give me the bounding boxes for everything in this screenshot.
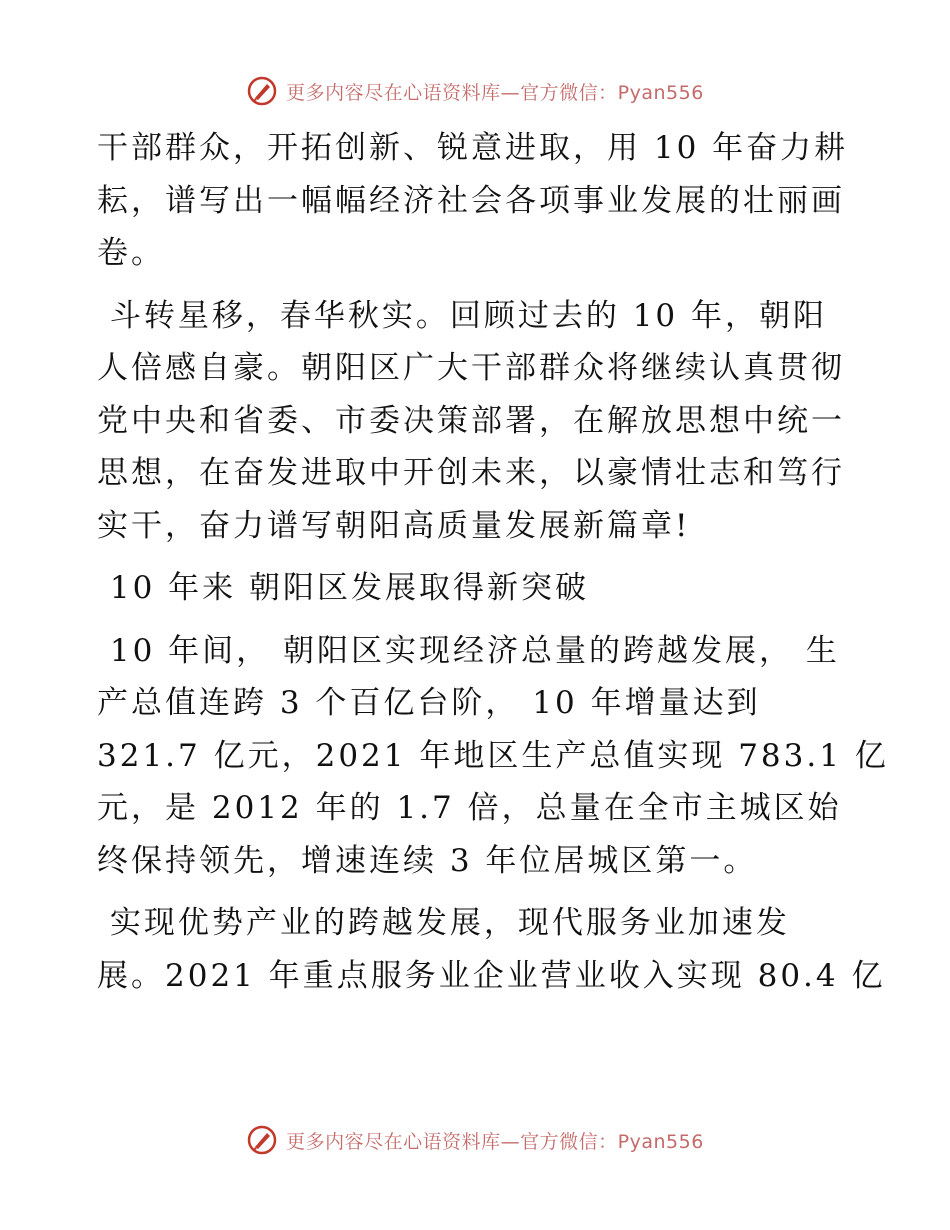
text-line: 斗转星移，春华秋实。回顾过去的 10 年，朝阳 bbox=[97, 297, 828, 334]
paragraph-4 bbox=[97, 897, 886, 1002]
paragraph-2 bbox=[97, 290, 857, 553]
document-body bbox=[97, 122, 889, 1012]
text-line: 人倍感自豪。朝阳区广大干部群众将继续认真贯彻 bbox=[97, 350, 845, 386]
text-line: 展。2021 年重点服务业企业营业收入实现 80.4 亿 bbox=[97, 957, 886, 994]
section-heading bbox=[97, 562, 857, 615]
text-line: 干部群众，开拓创新、锐意进取，用 10 年奋力耕 bbox=[97, 130, 849, 166]
text-line: 321.7 亿元，2021 年地区生产总值实现 783.1 亿 bbox=[97, 737, 889, 774]
text-line: 实干，奋力谱写朝阳高质量发展新篇章! bbox=[97, 507, 691, 544]
heading-line: 10 年来 朝阳区发展取得新突破 bbox=[97, 570, 590, 606]
text-line: 产总值连跨 3 个百亿台阶， 10 年增量达到 bbox=[97, 685, 761, 721]
text-line: 元，是 2012 年的 1.7 倍，总量在全市主城区始 bbox=[97, 790, 842, 826]
text-line: 思想，在奋发进取中开创未来，以豪情壮志和笃行 bbox=[97, 455, 845, 491]
text-line: 终保持领先，增速连续 3 年位居城区第一。 bbox=[97, 842, 758, 879]
watermark-text: 更多内容尽在心语资料库—官方微信：Pyan556 bbox=[286, 81, 704, 104]
watermark-header bbox=[0, 69, 950, 113]
text-line: 实现优势产业的跨越发展，现代服务业加速发 bbox=[97, 905, 790, 941]
watermark-footer bbox=[0, 1118, 950, 1162]
paragraph-1 bbox=[97, 122, 857, 280]
quill-pen-logo-icon bbox=[246, 75, 278, 107]
text-line: 党中央和省委、市委决策部署，在解放思想中统一 bbox=[97, 402, 845, 439]
text-line: 10 年间， 朝阳区实现经济总量的跨越发展， 生 bbox=[97, 632, 840, 669]
quill-pen-logo-icon bbox=[246, 1124, 278, 1156]
text-line: 耘，谱写出一幅幅经济社会各项事业发展的壮丽画 bbox=[97, 182, 845, 219]
text-line: 卷。 bbox=[97, 235, 165, 271]
paragraph-3 bbox=[97, 625, 889, 888]
watermark-text: 更多内容尽在心语资料库—官方微信：Pyan556 bbox=[286, 1130, 704, 1153]
